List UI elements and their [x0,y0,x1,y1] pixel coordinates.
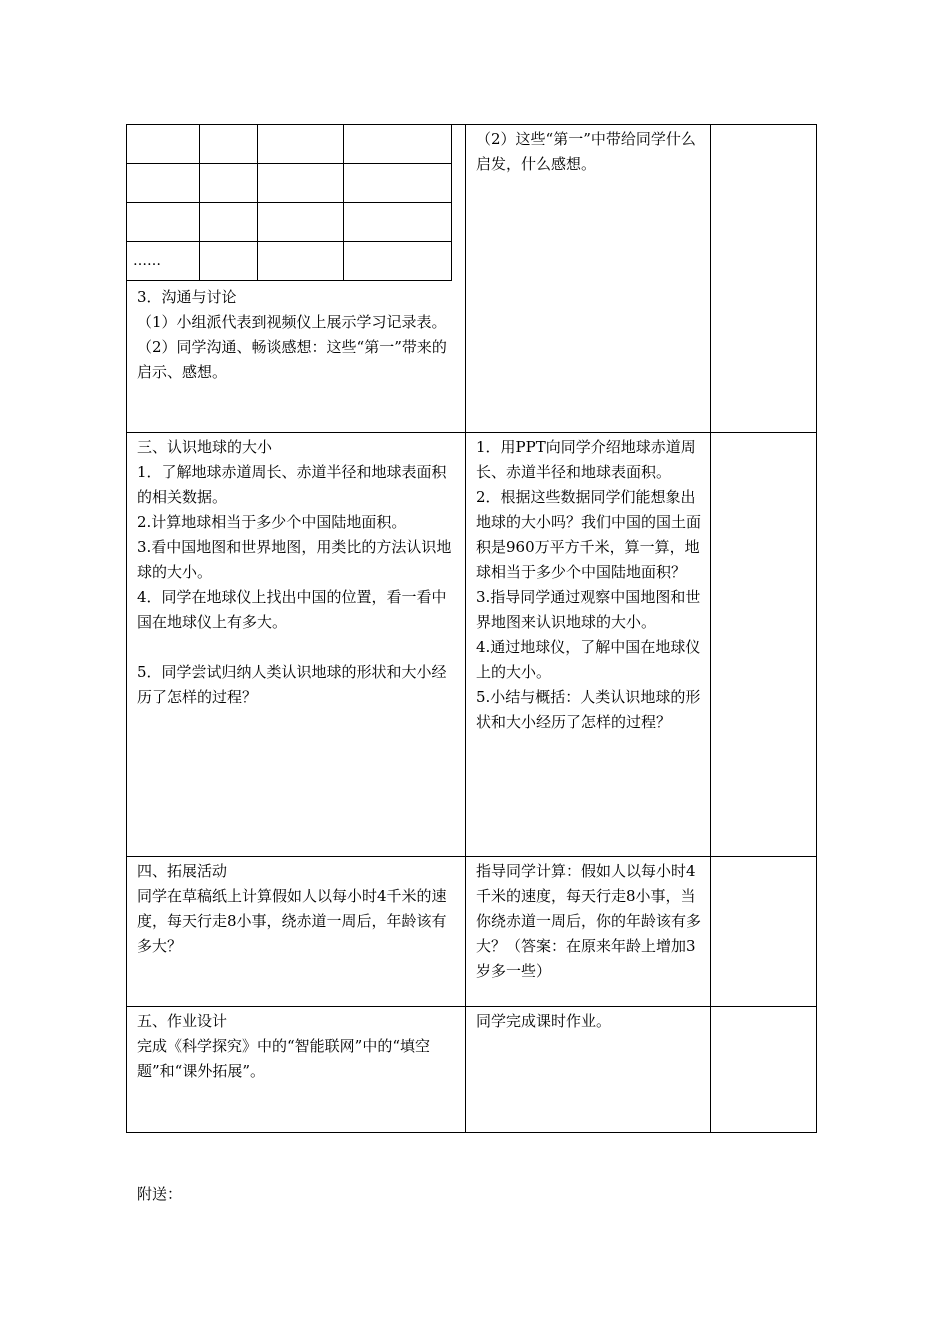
text-line: 四、拓展活动 [137,862,228,880]
section-4-teacher-cell [466,857,711,1007]
grid-row [127,203,451,242]
grid-row [127,164,451,203]
grid-cell [343,125,451,164]
student-activity-cell [127,125,466,433]
lesson-plan-table [126,124,817,1133]
text-line: （1）小组派代表到视频仪上展示学习记录表。 [137,313,447,331]
table-row [127,1007,817,1133]
notes-cell [711,1007,817,1133]
text-line: 3.指导同学通过观察中国地图和世界地图来认识地球的大小。 [476,588,701,631]
table-row [127,125,817,433]
table-row [127,857,817,1007]
grid-cell: …… [127,242,199,281]
text-line: 指导同学计算：假如人以每小时4千米的速度，每天行走8小事，当你绕赤道一周后，你的年龄该有多大？（答案：在原来年龄上增加3岁多一些） [476,862,702,980]
text-line: 1．了解地球赤道周长、赤道半径和地球表面积的相关数据。 [137,463,447,506]
text-line: 3.看中国地图和世界地图，用类比的方法认识地球的大小。 [137,538,452,581]
grid-cell [127,164,199,203]
grid-cell [127,203,199,242]
grid-cell [199,242,257,281]
grid-cell [257,164,343,203]
text-line: 2.计算地球相当于多少个中国陆地面积。 [137,513,407,531]
grid-cell [199,203,257,242]
text-line: 4．同学在地球仪上找出中国的位置，看一看中国在地球仪上有多大。 [137,588,447,631]
text-line: 五、作业设计 [137,1012,228,1030]
text-line: 4.通过地球仪，了解中国在地球仪上的大小。 [476,638,701,681]
grid-cell [343,242,451,281]
text-line: 完成《科学探究》中的“智能联网”中的“填空题”和“课外拓展”。 [137,1037,431,1080]
notes-cell [711,433,817,857]
grid-cell [257,203,343,242]
section-4-student-cell [127,857,466,1007]
grid-cell [127,125,199,164]
grid-cell [257,125,343,164]
text-line: 2．根据这些数据同学们能想象出地球的大小吗？我们中国的国土面积是960万平方千米，算一算，地球相当于多少个中国陆地面积？ [476,488,702,581]
text-line: 三、认识地球的大小 [137,438,273,456]
section-3-teacher-cell [466,433,711,857]
grid-row [127,242,451,281]
footer-label: 附送： [137,1185,183,1203]
teacher-activity-cell [466,125,711,433]
text-line: （2）这些“第一”中带给同学什么启发，什么感想。 [476,130,696,173]
grid-cell [343,164,451,203]
section-5-student-cell [127,1007,466,1133]
text-line: （2）同学沟通、畅谈感想：这些“第一”带来的启示、感想。 [137,338,447,381]
text-line: 3．沟通与讨论 [137,288,237,306]
notes-cell [711,125,817,433]
grid-cell [257,242,343,281]
grid-cell [199,125,257,164]
text-line [137,635,457,660]
notes-cell [711,857,817,1007]
text-line: 1．用PPT向同学介绍地球赤道周长、赤道半径和地球表面积。 [476,438,696,481]
record-grid [127,125,452,281]
grid-row [127,125,451,164]
grid-cell [343,203,451,242]
text-line: 同学在草稿纸上计算假如人以每小时4千米的速度，每天行走8小事，绕赤道一周后，年龄该有多大？ [137,887,447,955]
text-line: 5．同学尝试归纳人类认识地球的形状和大小经历了怎样的过程？ [137,663,447,706]
discussion-text [127,285,465,385]
section-5-teacher-cell [466,1007,711,1133]
section-3-student-cell [127,433,466,857]
text-line: 5.小结与概括：人类认识地球的形状和大小经历了怎样的过程？ [476,688,701,731]
table-row [127,433,817,857]
text-line: 同学完成课时作业。 [476,1012,612,1030]
grid-cell [199,164,257,203]
